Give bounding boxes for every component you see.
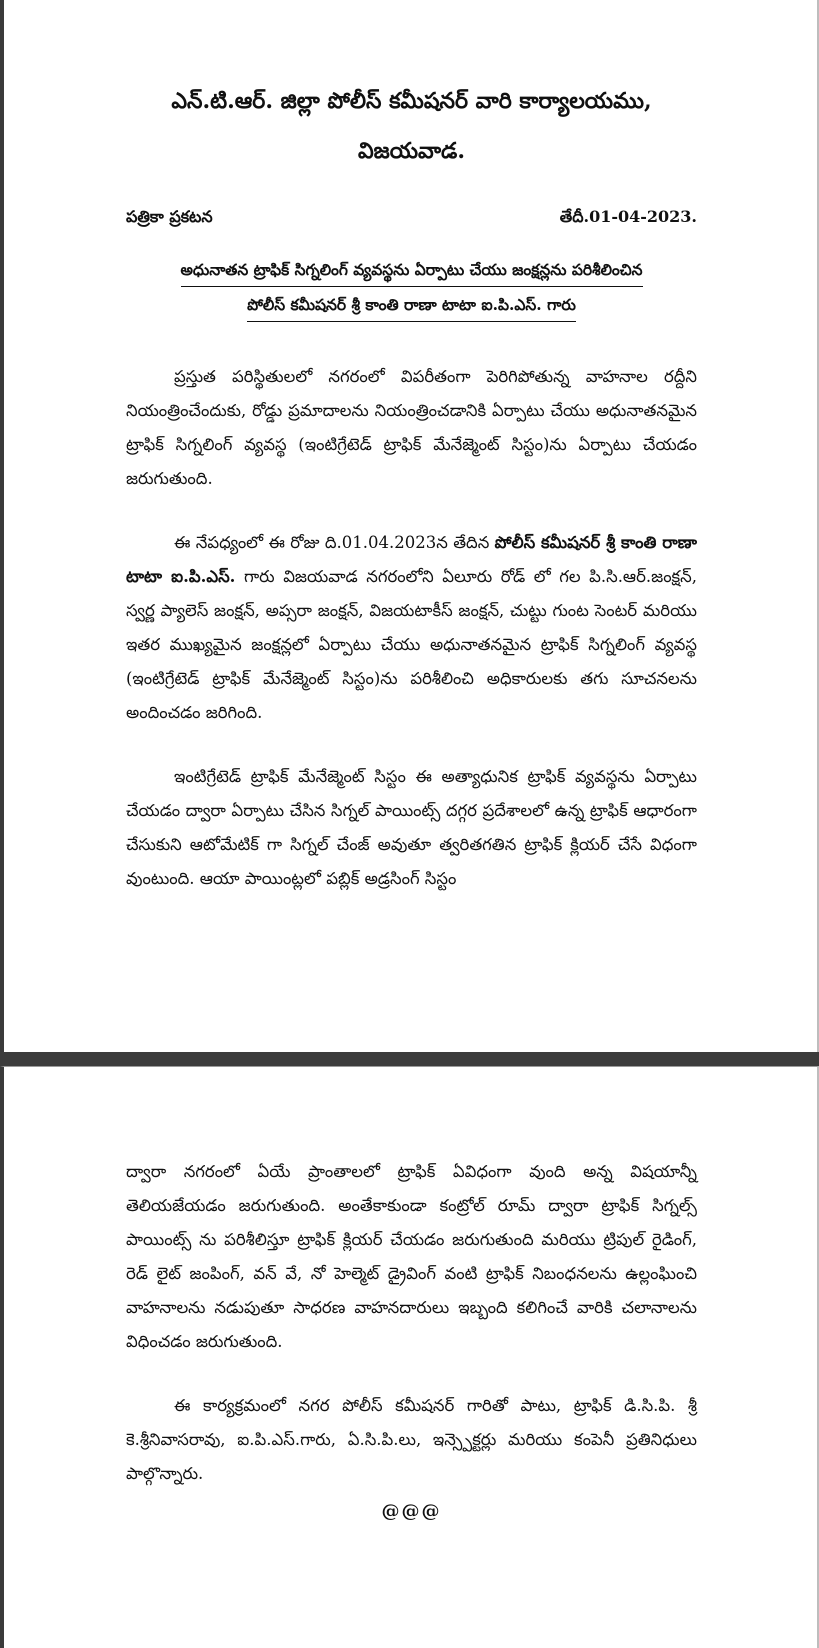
meta-row [126,205,697,229]
subject-line-1: అధునాతన ట్రాఫిక్ సిగ్నలింగ్ వ్యవస్థను ఏర్పాటు చేయు జంక్షన్లను పరిశీలించిన [181,256,643,287]
press-release-label: పత్రికా ప్రకటన [126,207,213,226]
paragraph-4: ఈ కార్యక్రమంలో నగర పోలీస్ కమీషనర్ గారితో పాటు, ట్రాఫిక్ డి.సి.పి. శ్రీ కె.శ్రీనివాసరావు, ఐ.పి.ఎస్.గారు, ఏ.సి.పి.లు, ఇన్స్పెక్టర్లు మరియు కంపెనీ ప్రతినిధులు పాల్గొన్నారు. [126,1396,697,1483]
closing-mark: @@@ [381,1501,442,1522]
subject-line-2: పోలీస్ కమీషనర్ శ్రీ కాంతి రాణా టాటా ఐ.పి.ఎస్. గారు [247,291,576,322]
body-page-2 [126,1155,697,1522]
commissioner-name: పోలీస్ కమీషనర్ శ్రీ కాంతి రాణా టాటా ఐ.పి.ఎస్. [126,533,697,586]
paragraph-3-continued: ద్వారా నగరంలో ఏయే ప్రాంతాలలో ట్రాఫిక్ ఏవిధంగా వుంది అన్న విషయాన్నీ తెలియజేయడం జరుగుతుంది. అంతేకాకుండా కంట్రోల్ రూమ్ ద్వారా ట్రాఫిక్ సిగ్నల్స్ పాయింట్స్ ను పరిశీలిస్తూ ట్రాఫిక్ క్లియర్ చేయడం జరుగుతుంది మరియు ట్రిపుల్ రైడింగ్, రెడ్ లైట్ జంపింగ్, వన్ వే, నో హెల్మెట్ డ్రైవింగ్ వంటి ట్రాఫిక్ నిబంధనలను ఉల్లంఘించి వాహనాలను నడుపుతూ సాధరణ వాహనదారులు ఇబ్బంది కలిగించే వారికి చలానాలను విధించడం జరుగుతుంది. [126,1162,697,1351]
paragraph-2-lead: ఈ నేపధ్యంలో ఈ రోజు ది.01.04.2023న తేదిన [174,533,495,552]
office-city: విజయవాడ. [357,138,465,164]
subject-heading [126,256,697,322]
office-title: ఎన్.టి.ఆర్. జిల్లా పోలీస్ కమీషనర్ వారి కార్యాలయము, [171,88,652,114]
paragraph-2-rest: గారు విజయవాడ నగరంలోని ఏలూరు రోడ్ లో గల పి.సి.ఆర్.జంక్షన్, స్వర్ణ ప్యాలెస్ జంక్షన్, అప్సరా జంక్షన్, విజయటాకీస్ జంక్షన్, చుట్టు గుంట సెంటర్ మరియు ఇతర ముఖ్యమైన జంక్షన్లలో ఏర్పాటు చేయు అధునాతనమైన ట్రాఫిక్ సిగ్నలింగ్ వ్యవస్థ (ఇంటిగ్రేటెడ్ ట్రాఫిక్ మేనేజ్మెంట్ సిస్టం)ను పరిశీలించి అధికారులకు తగు సూచనలను అందించడం జరిగింది. [126,567,697,722]
paragraph-3: ఇంటిగ్రేటెడ్ ట్రాఫిక్ మేనేజ్మెంట్ సిస్టం ఈ అత్యాధునిక ట్రాఫిక్ వ్యవస్థను ఏర్పాటు చేయడం ద్వారా ఏర్పాటు చేసిన సిగ్నల్ పాయింట్స్ దగ్గర ప్రదేశాలలో ఉన్న ట్రాఫిక్ ఆధారంగా చేసుకుని ఆటోమేటిక్ గా సిగ్నల్ చేంజ్ అవుతూ త్వరితగతిన ట్రాఫిక్ క్లియర్ చేసే విధంగా వుంటుంది. ఆయా పాయింట్లలో పబ్లిక్ అడ్రసింగ్ సిస్టం [126,767,697,888]
paragraph-1: ప్రస్తుత పరిస్థితులలో నగరంలో విపరీతంగా పెరిగిపోతున్న వాహనాల రద్దీని నియంత్రించేందుకు, రోడ్డు ప్రమాదాలను నియంత్రించడానికి ఏర్పాటు చేయు అధునాతనమైన ట్రాఫిక్ సిగ్నలింగ్ వ్యవస్థ (ఇంటిగ్రేటెడ్ ట్రాఫిక్ మేనేజ్మెంట్ సిస్టం)ను ఏర్పాటు చేయడం జరుగుతుంది. [126,367,697,488]
letterhead [126,86,697,166]
release-date: తేదీ.01-04-2023. [559,207,697,226]
paragraph-2 [126,526,697,730]
page-separator [0,1052,819,1066]
body-page-1 [126,360,697,896]
document-page-2 [0,1066,819,1648]
